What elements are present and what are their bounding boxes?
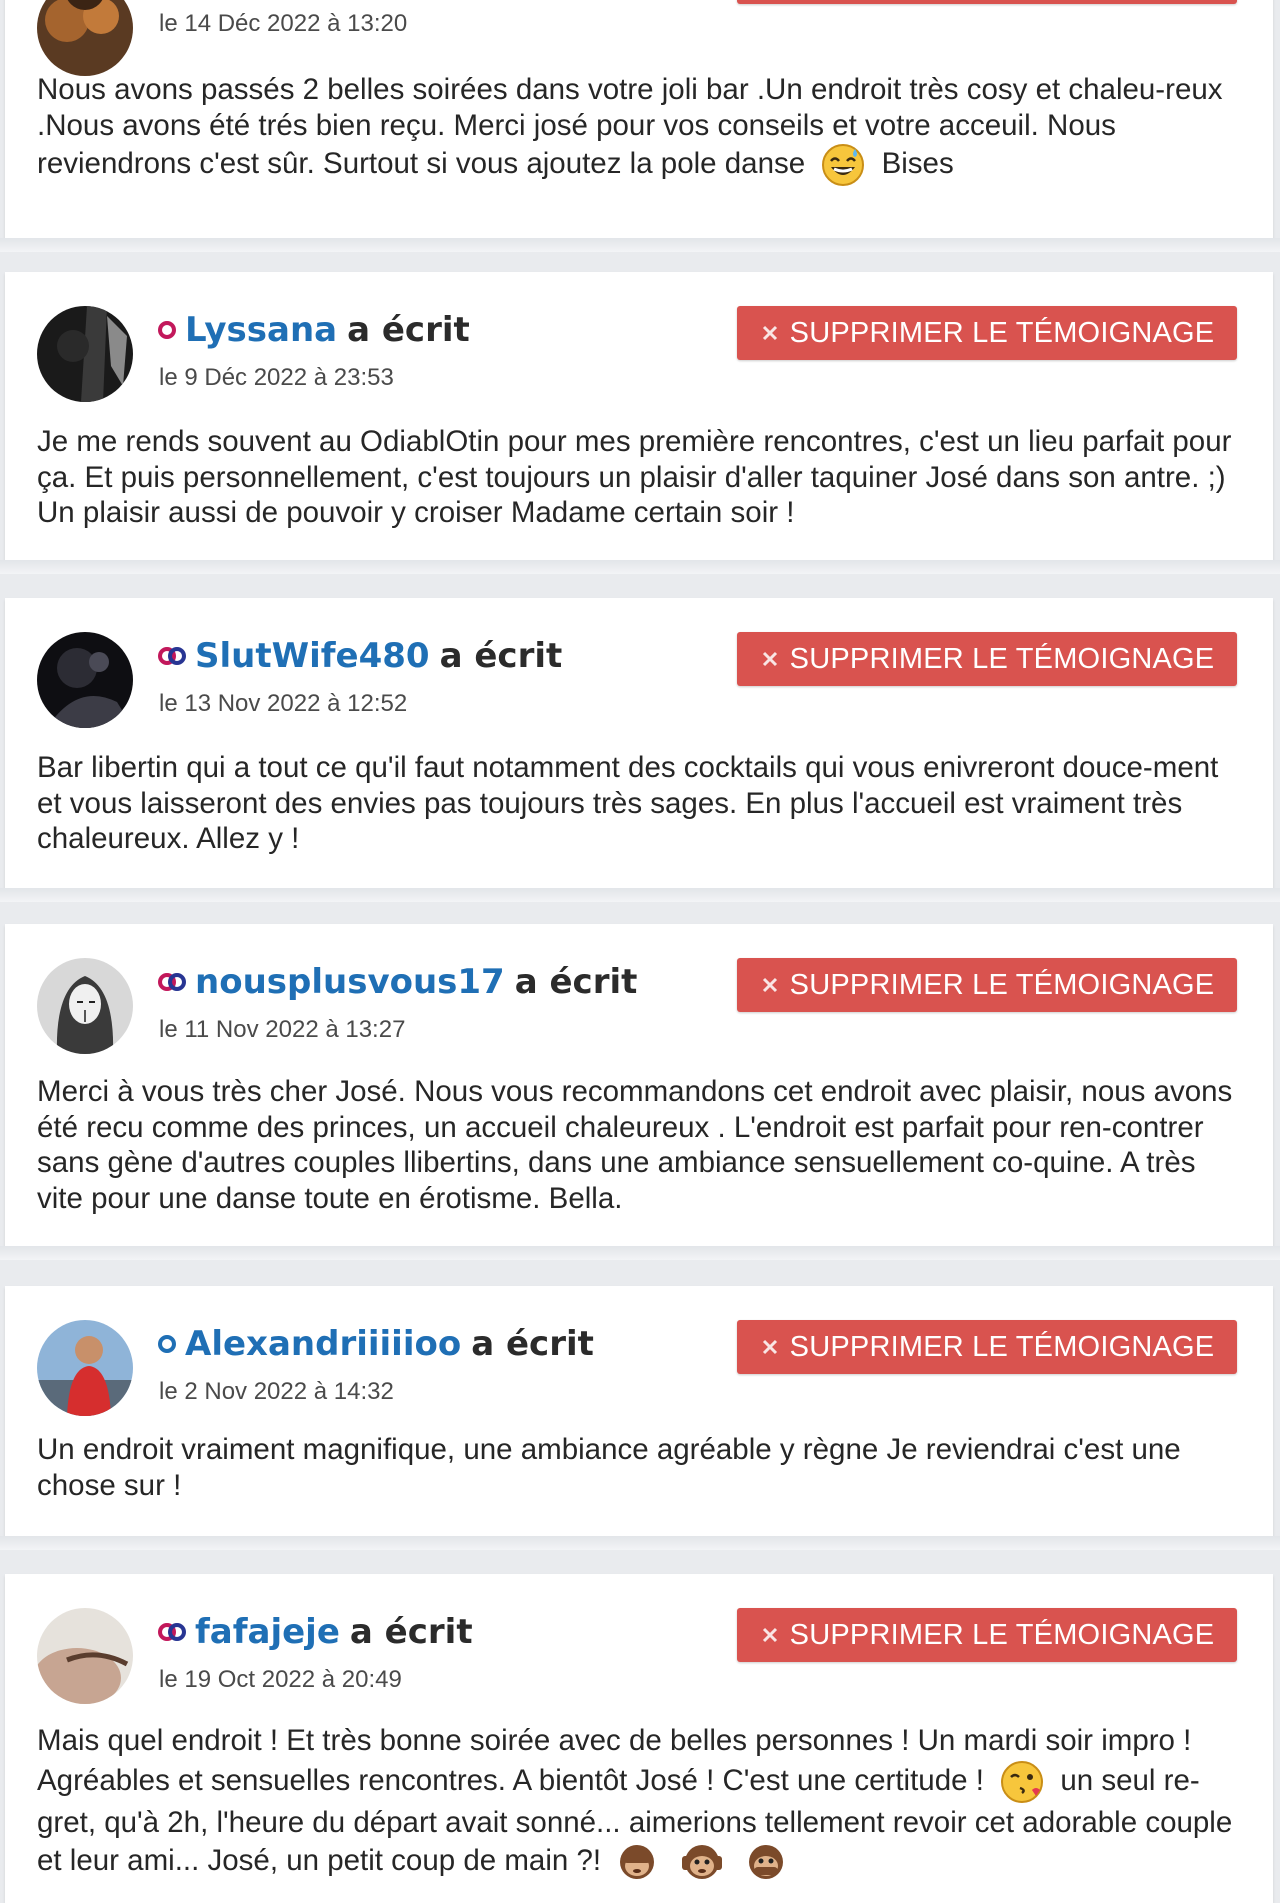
testimonial-text: Bar libertin qui a tout ce qu'il faut notamment des cocktails qui vous enivreront douce-ment et vous laisseront des envies pas toujours très sages. En plus l'accueil est vraiment très chaleureux. Allez y !: [37, 751, 1219, 855]
divider: [0, 238, 1280, 252]
couple-status-icon: [157, 1622, 187, 1642]
author-line: [157, 1324, 594, 1364]
delete-button-label: SUPPRIMER LE TÉMOIGNAGE: [789, 1330, 1215, 1363]
author-line: [157, 1612, 473, 1652]
testimonial-date: le 19 Oct 2022 à 20:49: [159, 1666, 402, 1693]
testimonial-date: le 2 Nov 2022 à 14:32: [159, 1378, 394, 1405]
divider: [0, 560, 1280, 574]
testimonial-card: [5, 0, 1273, 238]
speak-no-evil-monkey-emoji: [746, 1842, 786, 1882]
testimonial-date: le 9 Déc 2022 à 23:53: [159, 364, 394, 391]
author-name-link[interactable]: SlutWife480: [195, 636, 430, 676]
kissing-wink-emoji: [1000, 1760, 1044, 1804]
avatar[interactable]: [37, 632, 133, 728]
couple-status-icon: [157, 646, 187, 666]
avatar[interactable]: [37, 306, 133, 402]
close-icon: [760, 323, 780, 343]
delete-testimonial-button[interactable]: [737, 0, 1237, 4]
delete-testimonial-button[interactable]: [737, 306, 1237, 360]
testimonial-card: [5, 1574, 1273, 1903]
delete-button-label: SUPPRIMER LE TÉMOIGNAGE: [789, 968, 1215, 1001]
testimonial-text: Un endroit vraiment magnifique, une ambiance agréable y règne Je reviendrai c'est une chose sur !: [37, 1433, 1181, 1502]
wrote-label: a écrit: [349, 1612, 473, 1652]
close-icon: [760, 1337, 780, 1357]
close-icon: [760, 649, 780, 669]
single-status-icon: [157, 320, 177, 340]
see-no-evil-monkey-emoji: [617, 1842, 657, 1882]
close-icon: [760, 1625, 780, 1645]
divider: [0, 888, 1280, 902]
avatar[interactable]: [37, 1608, 133, 1704]
testimonial-card: [5, 1286, 1273, 1536]
delete-testimonial-button[interactable]: [737, 1320, 1237, 1374]
author-name-link[interactable]: Lyssana: [185, 310, 338, 350]
close-icon: [760, 975, 780, 995]
testimonial-card: [5, 598, 1273, 888]
hear-no-evil-monkey-emoji: [682, 1842, 722, 1882]
divider: [0, 1246, 1280, 1260]
delete-button-label: SUPPRIMER LE TÉMOIGNAGE: [789, 642, 1215, 675]
wrote-label: a écrit: [514, 962, 638, 1002]
wrote-label: a écrit: [439, 636, 563, 676]
testimonial-card: [5, 272, 1273, 560]
wrote-label: a écrit: [471, 1324, 594, 1364]
delete-button-label: SUPPRIMER LE TÉMOIGNAGE: [789, 1618, 1215, 1651]
delete-testimonial-button[interactable]: [737, 1608, 1237, 1662]
author-name-link[interactable]: fafajeje: [195, 1612, 340, 1652]
delete-testimonial-button[interactable]: [737, 632, 1237, 686]
testimonial-card: [5, 924, 1273, 1246]
delete-button-label: SUPPRIMER LE TÉMOIGNAGE: [789, 316, 1215, 349]
avatar[interactable]: [37, 958, 133, 1054]
couple-status-icon: [157, 972, 187, 992]
testimonial-text: Merci à vous très cher José. Nous vous recommandons cet endroit avec plaisir, nous avons été recu comme des princes, un accueil chaleureux . L'endroit est parfait pour ren-contrer sans gène d'autres couples llibertins, dans une ambiance sensuellement co-quine. A très vite pour une danse toute en érotisme. Bella.: [37, 1075, 1233, 1215]
author-line: [157, 962, 637, 1002]
testimonial-date: le 11 Nov 2022 à 13:27: [159, 1016, 406, 1043]
avatar[interactable]: [37, 0, 133, 76]
testimonial-date: le 13 Nov 2022 à 12:52: [159, 690, 408, 717]
divider: [0, 1536, 1280, 1550]
testimonial-date: le 14 Déc 2022 à 13:20: [159, 10, 408, 37]
author-name-link[interactable]: Alexandriiiiioo: [185, 1324, 462, 1364]
avatar[interactable]: [37, 1320, 133, 1416]
testimonial-text: Je me rends souvent au OdiablOtin pour mes première rencontres, c'est un lieu parfait pour ça. Et puis personnellement, c'est toujours un plaisir d'aller taquiner José dans son antre. ;) Un plaisir aussi de pouvoir y croiser Madame certain soir !: [37, 425, 1232, 529]
delete-testimonial-button[interactable]: [737, 958, 1237, 1012]
author-line: [157, 310, 470, 350]
testimonial-text: Nous avons passés 2 belles soirées dans votre joli bar .Un endroit très cosy et chaleu-reux .Nous avons été trés bien reçu. Merci josé pour vos conseils et votre acceuil. Nous reviendrons c'est sûr. Surtout si vous ajoutez la pole danse Bises: [37, 72, 1247, 187]
author-name-link[interactable]: nousplusvous17: [195, 962, 505, 1002]
grinning-sweat-emoji: [821, 143, 865, 187]
single-status-icon: [157, 1334, 177, 1354]
author-line: [157, 636, 562, 676]
testimonial-text: Mais quel endroit ! Et très bonne soirée avec de belles personnes ! Un mardi soir impro ! Agréables et sensuelles rencontres. A bientôt José ! C'est une certitude ! un seul re-gret, qu'à 2h, l'heure du départ avait sonné... aimerions tellement revoir cet adorable couple et leur ami... José, un petit coup de main ?!: [37, 1722, 1247, 1882]
wrote-label: a écrit: [347, 310, 470, 350]
